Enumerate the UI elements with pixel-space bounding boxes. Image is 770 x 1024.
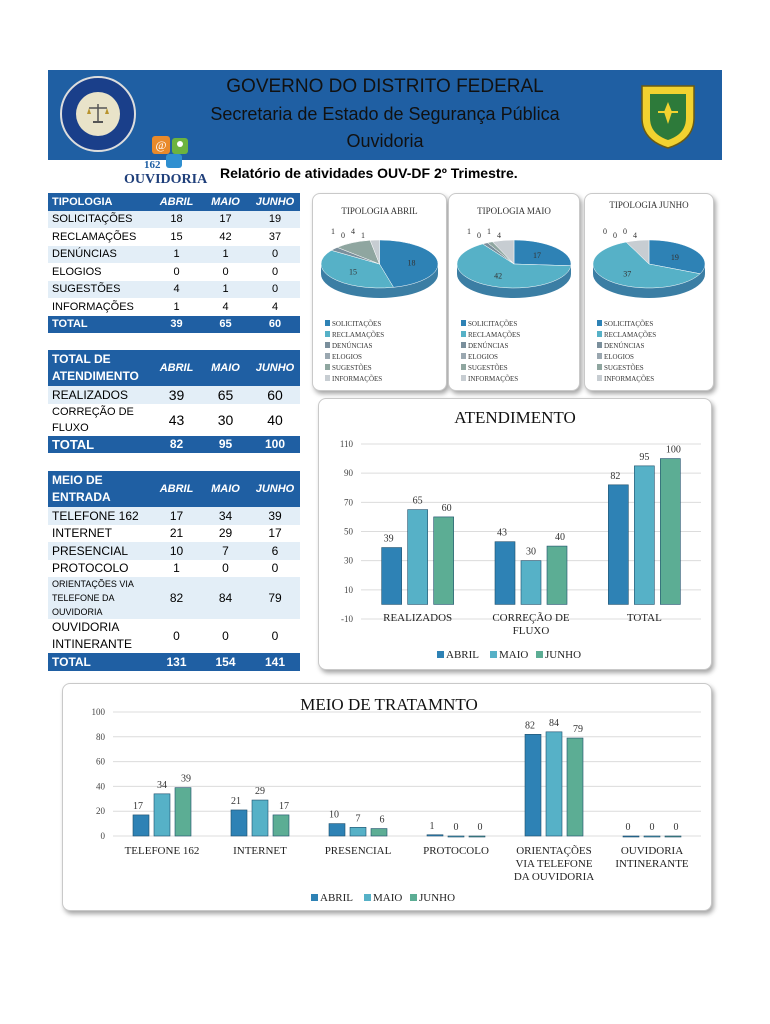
atendimento-header-l2: ATENDIMENTO (52, 369, 139, 383)
meio-header-l1: MEIO DE (52, 473, 103, 487)
legend-swatch (325, 342, 330, 348)
bar-value-label: 40 (555, 532, 565, 544)
pie-value-label: 4 (351, 227, 355, 236)
total-row: TOTAL 131 154 141 (48, 653, 300, 671)
legend-label: DENÚNCIAS (468, 342, 509, 350)
y-tick-label: -10 (341, 614, 353, 624)
bar (408, 510, 428, 605)
legend-label: JUNHO (545, 649, 582, 661)
table-row: SUGESTÕES 4 1 0 (48, 281, 300, 299)
legend-swatch (597, 375, 602, 381)
bar-value-label: 0 (649, 822, 655, 833)
category-label: VIA TELEFONE (515, 858, 593, 870)
pie-card-maio (448, 193, 580, 391)
bar-value-label: 0 (477, 822, 483, 833)
table-row: INFORMAÇÕES 1 4 4 (52, 300, 279, 313)
legend-swatch (461, 331, 466, 337)
bar-value-label: 60 (441, 502, 452, 514)
header-title: GOVERNO DO DISTRITO FEDERAL (226, 76, 544, 97)
table-row: TELEFONE 162 17 34 39 (48, 507, 300, 525)
legend-swatch (597, 353, 602, 359)
bar (350, 827, 366, 836)
bar (434, 517, 454, 604)
legend-swatch (410, 894, 417, 901)
y-tick-label: 100 (91, 707, 105, 717)
category-label: ORIENTAÇÕES (516, 845, 592, 857)
legend-label: JUNHO (419, 892, 456, 904)
table-row: SOLICITAÇÕES 18 17 19 (48, 211, 300, 229)
category-label: CORREÇÃO DE (492, 612, 570, 624)
y-tick-label: 110 (339, 439, 353, 449)
legend-swatch (461, 342, 466, 348)
bar (660, 459, 680, 605)
legend-label: SUGESTÕES (332, 364, 372, 372)
bar (644, 836, 660, 837)
bar-value-label: 21 (231, 795, 241, 807)
bar-value-label: 82 (610, 470, 621, 482)
pie-value-label: 0 (613, 231, 617, 240)
bar (133, 815, 149, 836)
legend-swatch (597, 331, 602, 337)
legend-label: ELOGIOS (604, 353, 634, 361)
bar-value-label: 0 (625, 822, 631, 833)
pie-title: TIPOLOGIA MAIO (477, 206, 551, 216)
bar-value-label: 7 (355, 813, 361, 825)
legend-label: RECLAMAÇÕES (332, 331, 385, 339)
col-junho: JUNHO (250, 193, 300, 211)
bar-value-label: 82 (525, 720, 535, 732)
bar (427, 835, 443, 836)
legend-swatch (597, 364, 602, 370)
category-label: OUVIDORIA (620, 845, 684, 857)
category-label: PRESENCIAL (324, 845, 392, 857)
pie-value-label: 0 (623, 227, 627, 236)
bar (469, 836, 485, 837)
y-tick-label: 70 (344, 497, 353, 508)
category-label: REALIZADOS (383, 612, 453, 624)
legend-label: DENÚNCIAS (604, 342, 645, 350)
bar (634, 466, 654, 605)
pie-value-label: 1 (361, 231, 365, 240)
pie-card-junho (584, 193, 714, 391)
legend-label: ABRIL (446, 649, 479, 661)
category-label: INTERNET (233, 845, 287, 857)
table-row: INTERNET 21 29 17 (52, 526, 282, 541)
tipologia-header: TIPOLOGIA (48, 193, 152, 211)
pie-value-label: 4 (633, 231, 637, 240)
legend-label: INFORMAÇÕES (604, 375, 655, 383)
bar-value-label: 0 (673, 822, 679, 833)
legend-swatch (364, 894, 371, 901)
legend-label: MAIO (373, 892, 403, 904)
category-label: TELEFONE 162 (124, 845, 200, 857)
bar-value-label: 39 (181, 773, 191, 785)
df-coat-of-arms-logo (636, 80, 700, 150)
bar (623, 836, 639, 837)
legend-swatch (597, 320, 602, 326)
table-row: REALIZADOS 39 65 60 (48, 386, 300, 404)
category-label: PROTOCOLO (423, 845, 489, 857)
pie-title: TIPOLOGIA ABRIL (341, 206, 418, 216)
bar (154, 794, 170, 836)
legend-swatch (536, 651, 543, 658)
table-row: RECLAMAÇÕES 15 42 37 (52, 230, 282, 243)
header-ouvidoria: Ouvidoria (346, 131, 424, 151)
bar-value-label: 84 (549, 717, 559, 729)
pie-chart-abril (313, 194, 446, 390)
bar (608, 485, 628, 605)
bar-value-label: 95 (639, 451, 650, 463)
pie-chart-junho (585, 194, 713, 390)
legend-label: SOLICITAÇÕES (604, 320, 654, 328)
y-tick-label: 60 (96, 756, 105, 767)
bar (495, 542, 515, 605)
meio-tratamento-chart-card (62, 683, 712, 911)
legend-swatch (325, 364, 330, 370)
y-tick-label: 30 (344, 555, 353, 566)
bar (521, 561, 541, 605)
legend-label: SUGESTÕES (604, 364, 644, 372)
bar (231, 810, 247, 836)
pie-value-label: 42 (494, 271, 503, 281)
table-row: DENÚNCIAS 1 1 0 (48, 246, 300, 264)
bar-value-label: 6 (379, 814, 385, 826)
bar-value-label: 1 (429, 820, 435, 832)
y-tick-label: 50 (344, 526, 353, 537)
legend-swatch (461, 375, 466, 381)
legend-label: INFORMAÇÕES (468, 375, 519, 383)
category-label: INTINERANTE (615, 858, 689, 870)
pie-card-abril (312, 193, 447, 391)
table-row: PRESENCIAL 10 7 6 (48, 542, 300, 560)
scale-icon (86, 102, 110, 124)
legend-label: DENÚNCIAS (332, 342, 373, 350)
bar (273, 815, 289, 836)
bar (329, 824, 345, 836)
meio-entrada-table: MEIO DE ENTRADA ABRIL MAIO JUNHO TELEFONE 162 17 34 39 INTERNET 21 29 17 PRESENCIAL 10 7 6 PROTOCOLO 1 0 0 ORIENTAÇÕES VIA TELEFONE DA OUVIDORIA 82 84 79 OUVIDORIA INTINERANTE 0 0 0 TOTAL 131 154 141 (48, 471, 300, 671)
bar-value-label: 0 (453, 822, 459, 833)
pie-value-label: 0 (603, 227, 607, 236)
legend-swatch (597, 342, 602, 348)
bar (371, 829, 387, 836)
category-label: TOTAL (626, 612, 662, 624)
pie-value-label: 37 (623, 269, 632, 279)
bar-value-label: 79 (573, 724, 583, 736)
bar (382, 548, 402, 605)
chart-title: MEIO DE TRATAMNTO (300, 695, 478, 714)
legend-label: MAIO (499, 649, 529, 661)
total-row: TOTAL 82 95 100 (48, 436, 300, 454)
bar (546, 732, 562, 836)
pie-value-label: 4 (497, 231, 501, 240)
y-tick-label: 90 (344, 468, 353, 479)
table-row: ELOGIOS 0 0 0 (52, 265, 279, 278)
bar-value-label: 17 (133, 800, 143, 812)
col-maio: MAIO (201, 193, 250, 211)
atendimento-chart-card (318, 398, 712, 670)
y-tick-label: 40 (96, 781, 105, 792)
legend-label: SUGESTÕES (468, 364, 508, 372)
ouvidoria-162-logo (122, 134, 210, 186)
legend-swatch (325, 320, 330, 326)
bar (547, 546, 567, 604)
bar-value-label: 100 (665, 444, 681, 456)
bar (252, 800, 268, 836)
pie-value-label: 1 (467, 227, 471, 236)
bar-value-label: 34 (157, 779, 167, 791)
atendimento-bar-chart (319, 399, 711, 669)
pie-value-label: 17 (532, 251, 541, 261)
legend-label: ELOGIOS (468, 353, 498, 361)
legend-swatch (461, 353, 466, 359)
legend-swatch (461, 320, 466, 326)
bar (448, 836, 464, 837)
col-abril: ABRIL (152, 193, 201, 211)
header-secretaria: Secretaria de Estado de Segurança Pública (210, 104, 560, 124)
bar-value-label: 29 (255, 786, 265, 798)
svg-text:@: @ (155, 138, 167, 152)
bar-value-label: 10 (329, 809, 339, 821)
table-row: OUVIDORIA INTINERANTE 0 0 0 (52, 620, 279, 651)
y-tick-label: 10 (344, 584, 353, 595)
legend-swatch (437, 651, 444, 658)
atendimento-table: TOTAL DE ATENDIMENTO ABRIL MAIO JUNHO REALIZADOS 39 65 60 CORREÇÃO DE FLUXO 43 30 40 TOTAL 82 95 100 (48, 350, 300, 453)
legend-swatch (461, 364, 466, 370)
pie-value-label: 0 (477, 231, 481, 240)
pie-slice (514, 240, 571, 266)
bar-value-label: 39 (383, 533, 394, 545)
atendimento-header-l1: TOTAL DE (52, 352, 111, 366)
legend-label: RECLAMAÇÕES (468, 331, 521, 339)
legend-label: ABRIL (320, 892, 353, 904)
bar-value-label: 65 (412, 495, 423, 507)
meio-header-l2: ENTRADA (52, 490, 111, 504)
bar (665, 836, 681, 837)
legend-swatch (311, 894, 318, 901)
bar (525, 734, 541, 836)
chart-title: ATENDIMENTO (454, 408, 576, 427)
category-label: FLUXO (512, 625, 550, 637)
pie-value-label: 15 (349, 267, 358, 277)
pie-chart-maio (449, 194, 579, 390)
meio-tratamento-bar-chart (63, 684, 711, 910)
bar (567, 738, 583, 836)
y-tick-label: 0 (100, 831, 105, 841)
y-tick-label: 80 (96, 731, 105, 742)
legend-label: INFORMAÇÕES (332, 375, 383, 383)
logo-word: OUVIDORIA (124, 172, 208, 186)
legend-label: SOLICITAÇÕES (332, 320, 382, 328)
report-subtitle: Relatório de atividades OUV-DF 2º Trimestre. (220, 165, 518, 181)
legend-label: ELOGIOS (332, 353, 362, 361)
tipologia-table (48, 193, 300, 333)
logo-number: 162 (144, 159, 161, 171)
y-tick-label: 20 (96, 806, 105, 817)
pie-value-label: 1 (487, 227, 491, 236)
bar-value-label: 43 (497, 527, 507, 539)
table-row: PROTOCOLO 1 0 0 (52, 561, 279, 576)
legend-label: RECLAMAÇÕES (604, 331, 657, 339)
legend-label: SOLICITAÇÕES (468, 320, 518, 328)
pie-value-label: 18 (407, 258, 416, 268)
legend-swatch (325, 353, 330, 359)
table-row: CORREÇÃO DE FLUXO 43 30 40 (52, 405, 283, 434)
bar (175, 788, 191, 836)
bar-value-label: 30 (526, 546, 536, 558)
bar-value-label: 17 (279, 800, 289, 812)
total-row: TOTAL 39 65 60 (48, 316, 300, 334)
pie-value-label: 1 (331, 227, 335, 236)
pie-title: TIPOLOGIA JUNHO (609, 200, 689, 210)
table-row: ORIENTAÇÕES VIA TELEFONE DA OUVIDORIA 82 84 79 (48, 577, 300, 619)
legend-swatch (325, 375, 330, 381)
legend-swatch (490, 651, 497, 658)
pie-value-label: 0 (341, 231, 345, 240)
pie-value-label: 19 (670, 252, 679, 262)
legend-swatch (325, 331, 330, 337)
category-label: DA OUVIDORIA (513, 871, 595, 883)
